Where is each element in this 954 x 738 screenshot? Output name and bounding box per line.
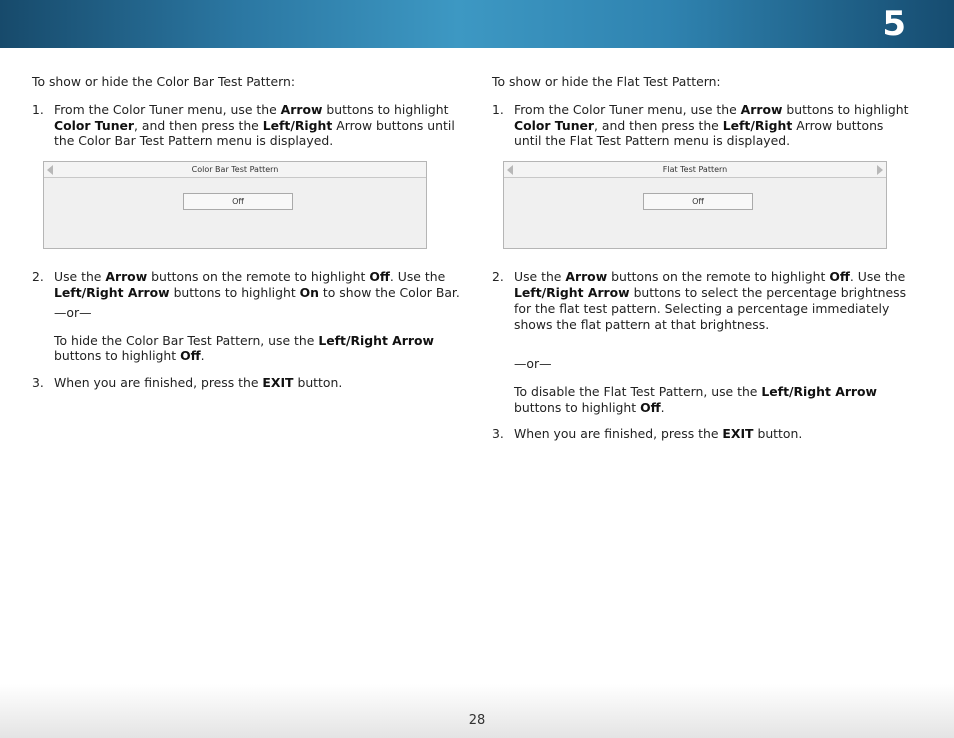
footer-band [0,684,954,738]
menu-title: Color Bar Test Pattern [44,162,426,178]
or-separator: —or— [514,356,552,372]
step-number: 2. [492,269,504,285]
color-bar-menu-screenshot [43,161,427,249]
left-intro: To show or hide the Color Bar Test Pattern: [32,74,296,89]
left-alternative: To hide the Color Bar Test Pattern, use the Left/Right Arrow buttons to highlight Off. [54,332,434,364]
left-arrow-icon [47,165,53,175]
flat-test-menu-screenshot [503,161,887,249]
right-intro: To show or hide the Flat Test Pattern: [492,74,721,89]
left-step-2: 2. Use the Arrow buttons on the remote to highlight Off. Use the Left/Right Arrow buttons to highlight On to show the Color Bar. [32,269,460,300]
left-step-1: 1. From the Color Tuner menu, use the Arrow buttons to highlight Color Tuner, and then press the Left/Right Arrow buttons until the Color Bar Test Pattern menu is displayed. [32,101,455,149]
step-number: 1. [32,101,44,117]
step-number: 3. [492,425,504,441]
step-number: 1. [492,101,504,117]
right-alternative: To disable the Flat Test Pattern, use the Left/Right Arrow buttons to highlight Off. [514,384,877,415]
right-arrow-icon [877,165,883,175]
header-banner [0,0,954,48]
menu-title: Flat Test Pattern [504,162,886,178]
chapter-number: 5 [882,4,906,44]
left-step-3: 3. When you are finished, press the EXIT button. [32,375,343,391]
or-separator: —or— [54,304,92,320]
step-number: 3. [32,375,44,391]
right-column [492,74,912,442]
menu-value-box: Off [183,193,293,210]
step-number: 2. [32,269,44,285]
right-step-1: 1. From the Color Tuner menu, use the Arrow buttons to highlight Color Tuner, and then press the Left/Right Arrow buttons until the Flat Test Pattern menu is displayed. [492,101,909,149]
left-arrow-icon [507,165,513,175]
left-column [32,74,462,391]
right-step-3: 3. When you are finished, press the EXIT button. [492,425,803,441]
right-step-2: 2. Use the Arrow buttons on the remote to highlight Off. Use the Left/Right Arrow buttons to select the percentage brightness for the flat test pattern. Selecting a percentage immediately shows the flat pattern at that brightness. [492,269,907,332]
menu-value-box: Off [643,193,753,210]
page-number: 28 [468,713,486,728]
